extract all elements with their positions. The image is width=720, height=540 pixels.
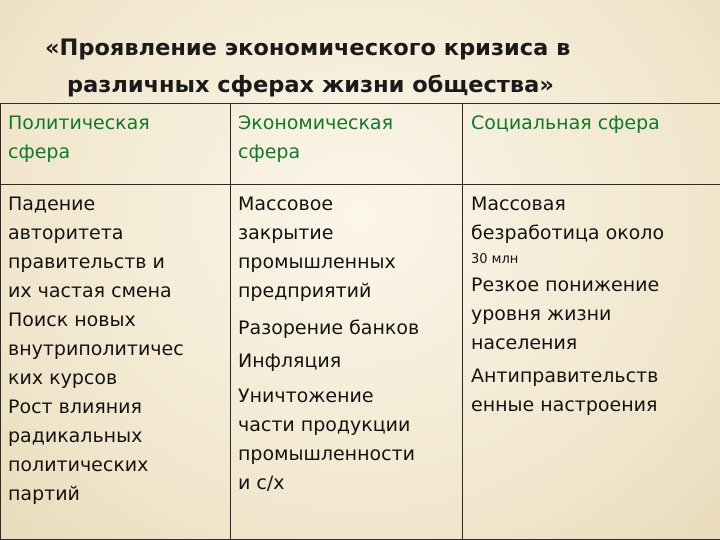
page-title (40, 30, 700, 104)
economic-line: промышленных (238, 251, 396, 273)
title-line-1: «Проявление экономического кризиса в (45, 35, 571, 61)
economic-line: Разорение банков (238, 317, 420, 339)
social-line-small: 30 млн (471, 252, 519, 267)
cell-economic (231, 185, 463, 540)
economic-line: Массовое (238, 193, 334, 215)
economic-line: предприятий (238, 280, 372, 302)
political-line: внутриполитичес (8, 338, 184, 360)
economic-line: и с/х (238, 472, 285, 494)
header-economic-line-2: сфера (238, 141, 301, 163)
economic-line: Инфляция (238, 350, 342, 372)
social-line: Резкое понижение (471, 274, 660, 296)
political-line: ких курсов (8, 367, 118, 389)
political-line: радикальных (8, 425, 143, 447)
header-political-line-2: сфера (8, 141, 71, 163)
header-economic (231, 104, 463, 185)
cell-social (463, 185, 720, 540)
social-line: населения (471, 332, 578, 354)
social-line: безработица около (471, 222, 665, 244)
social-line: енные настроения (471, 394, 658, 416)
header-political-line-1: Политическая (8, 112, 150, 134)
political-line: Падение (8, 193, 96, 215)
header-economic-line-1: Экономическая (238, 112, 394, 134)
economic-line: Уничтожение (238, 385, 374, 407)
header-social-line-1: Социальная сфера (471, 112, 660, 134)
political-line: их частая смена (8, 280, 172, 302)
header-political (1, 104, 231, 185)
political-line: авторитета (8, 222, 124, 244)
political-line: партий (8, 483, 80, 505)
social-line: уровня жизни (471, 303, 612, 325)
economic-line: закрытие (238, 222, 334, 244)
crisis-table (0, 103, 720, 540)
header-social (463, 104, 720, 185)
social-line: Антиправительств (471, 365, 659, 387)
economic-line: части продукции (238, 414, 411, 436)
cell-political (1, 185, 231, 540)
political-line: Рост влияния (8, 396, 142, 418)
economic-line: промышленности (238, 443, 415, 465)
table-header-row (1, 104, 720, 185)
table-body-row (1, 185, 720, 540)
title-line-2: различных сферах жизни общества» (67, 72, 554, 98)
political-line: политических (8, 454, 149, 476)
political-line: правительств и (8, 251, 165, 273)
social-line: Массовая (471, 193, 566, 215)
political-line: Поиск новых (8, 309, 136, 331)
